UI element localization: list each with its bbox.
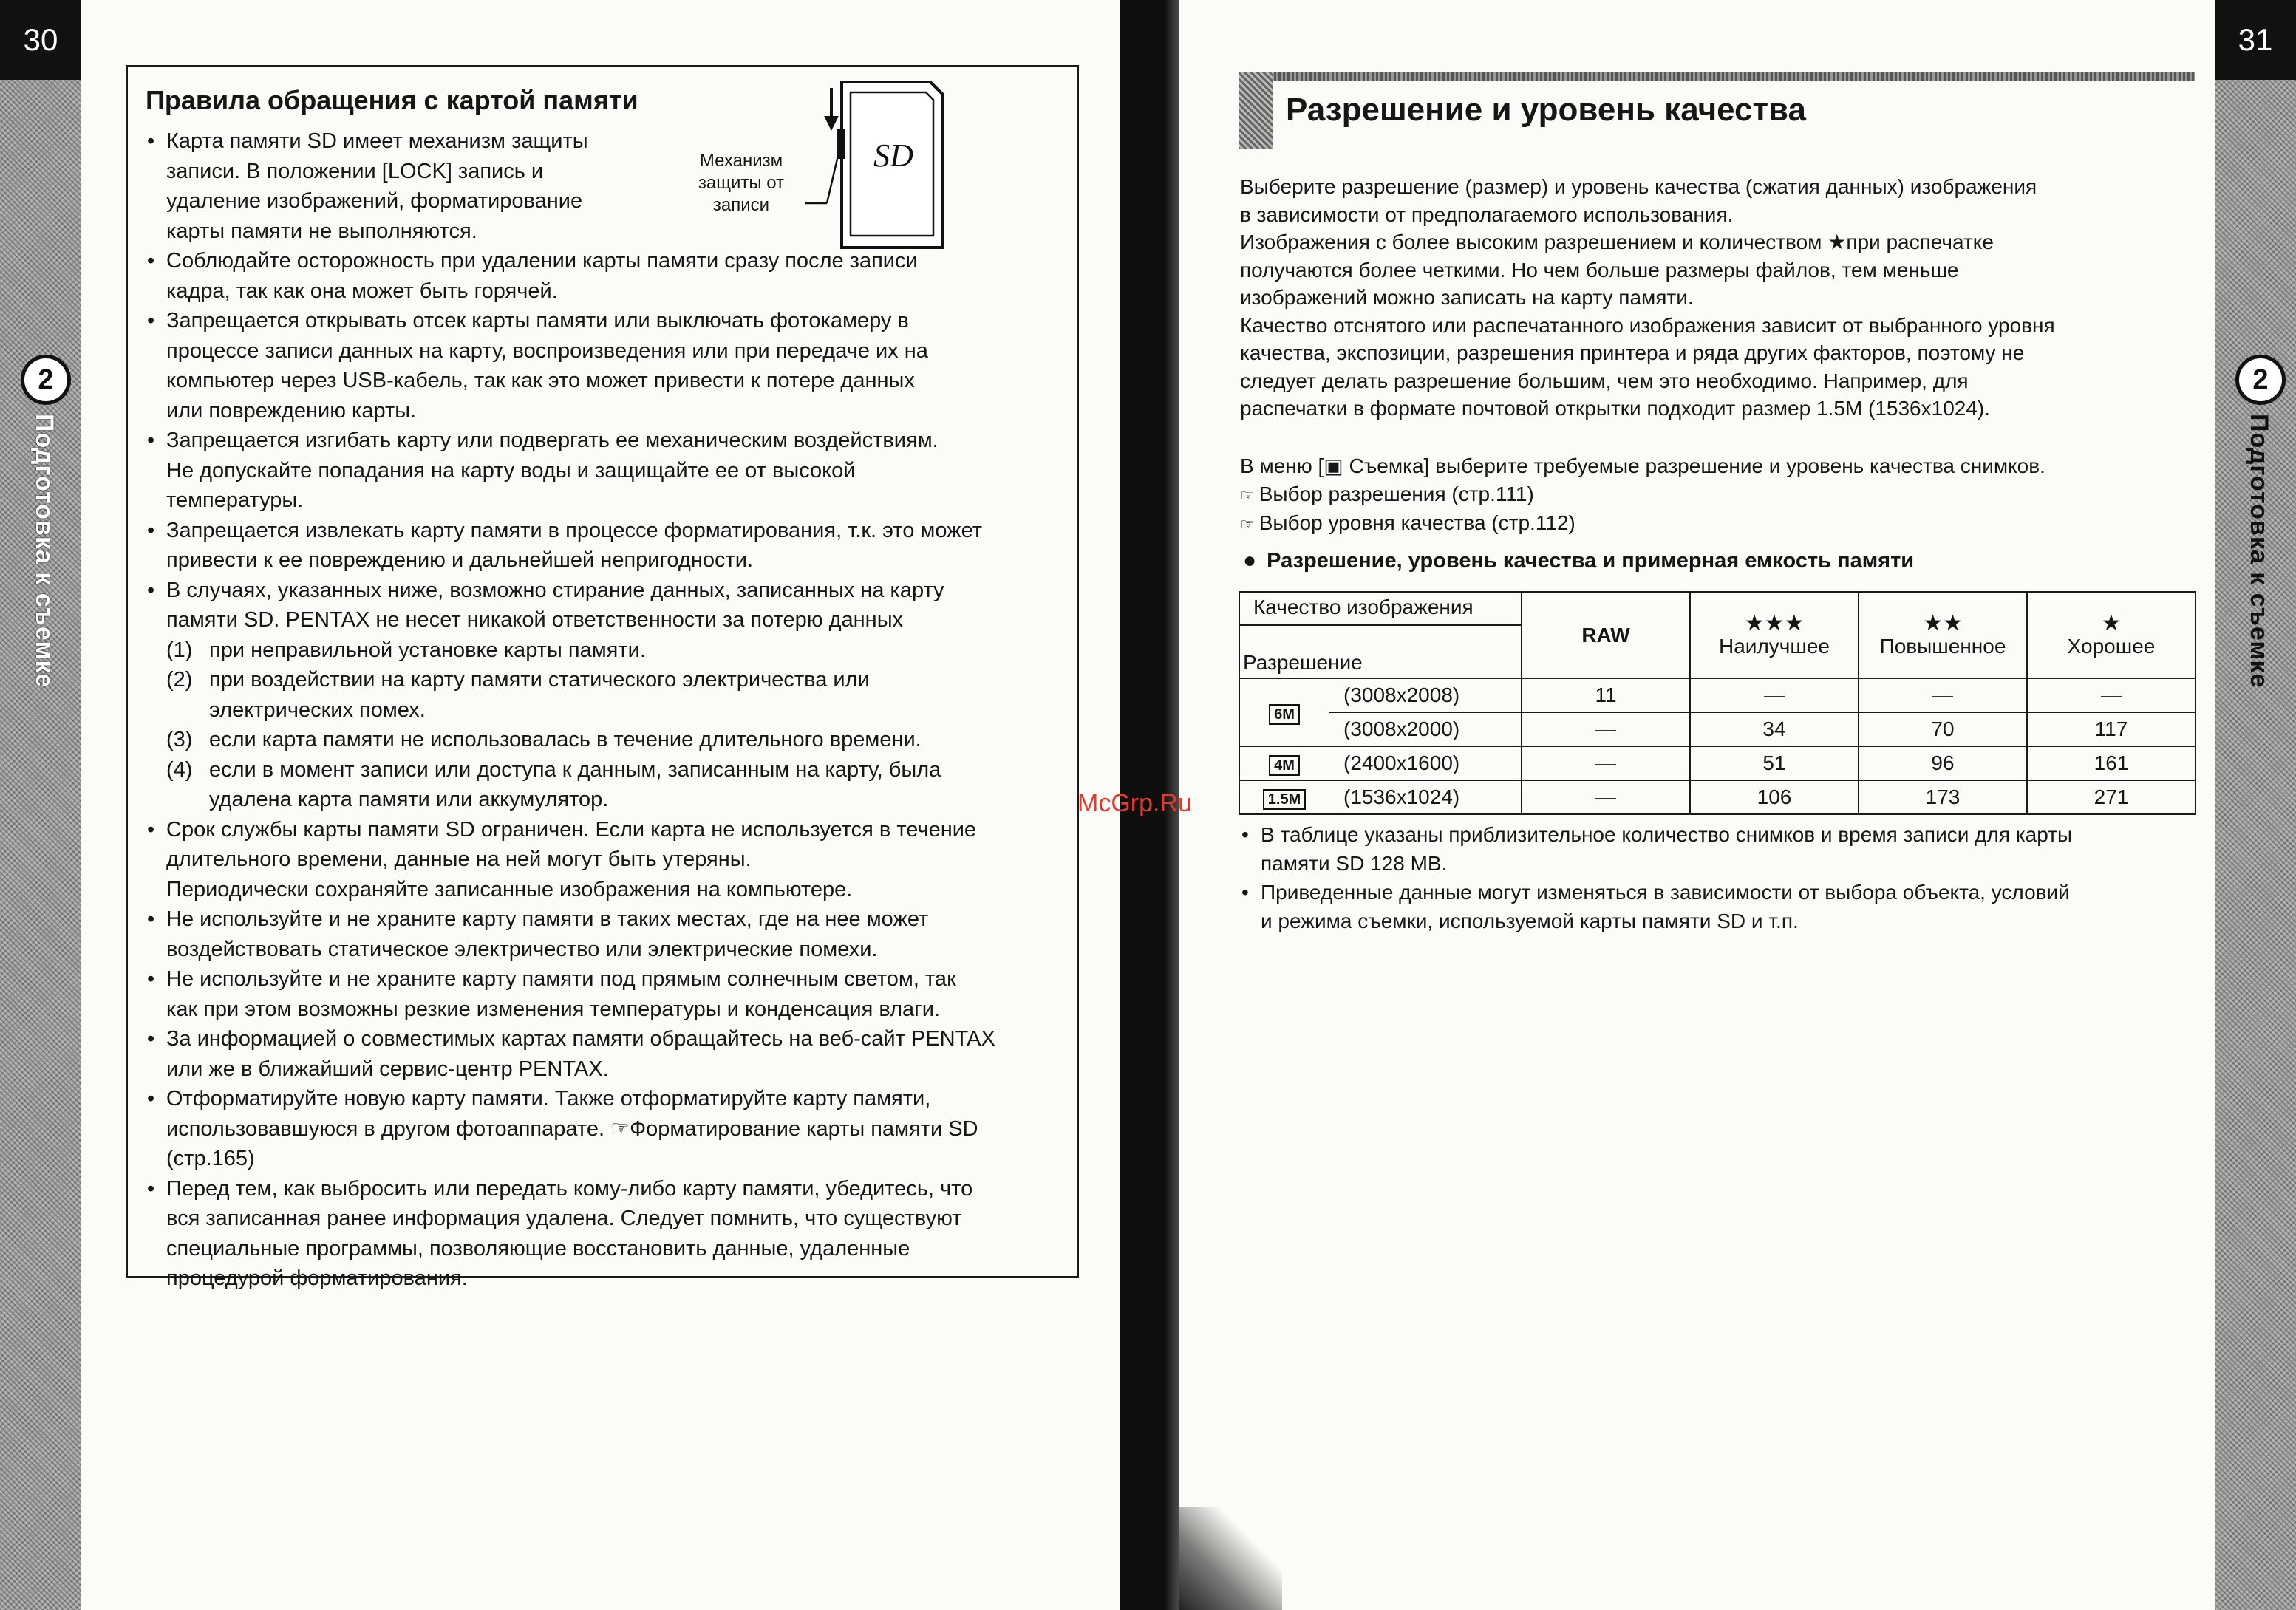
list-item: (2) при воздействии на карту памяти статического электричества или электрических помех. [166,668,870,722]
list-item: • Карта памяти SD имеет механизм защиты записи. В положении [LOCK] запись и удаление изображений, форматирование карты памяти не выполняются. [146,126,647,246]
left-edge-strip [0,0,81,1610]
resolution-4m-icon: 4M [1269,755,1300,776]
left-page [0,0,1120,1610]
list-item: • Приведенные данные могут изменяться в зависимости от выбора объекта, условий и режима съемки, используемой карты памяти SD и т.п. [1240,878,2201,935]
resolution-icon-cell [1239,678,1329,746]
list-item: • За информацией о совместимых картах памяти обращайтесь на веб-сайт PENTAX или же в ближайший сервис-центр PENTAX. [146,1024,1056,1084]
list-item: • Срок службы карты памяти SD ограничен. Если карта не используется в течение длительного времени, данные на ней могут быть утеряны. Периодически сохраняйте записанные изображения на компьютере. [146,815,1056,905]
table-heading: ● Разрешение, уровень качества и примерная емкость памяти [1243,548,1915,573]
table-row: 6M (3008x2008) 11 — — — [1239,678,2195,712]
watermark: McGrp.Ru [1077,789,1192,817]
menu-line: В меню [▣ Съемка] выберите требуемые разрешение и уровень качества снимков. [1240,454,2045,477]
rules-list [146,126,1056,1294]
chapter-number-badge: 2 [21,355,71,405]
page-number-left: 30 [0,0,81,80]
capacity-table [1239,591,2196,815]
page-corner-shadow [1179,1507,1282,1610]
list-item: (3) если карта памяти не использовалась в течение длительного времени. [166,728,922,751]
reference-link[interactable]: ☞ Выбор разрешения (стр.111) [1240,482,1534,505]
list-item: • Не используйте и не храните карту памяти в таких местах, где на нее может воздействовать статическое электричество или электрические помехи. [146,904,1056,964]
resolution-icon-cell [1239,746,1329,780]
menu-instructions [1240,452,2201,539]
table-row: 1.5M (1536x1024) — 106 173 271 [1239,780,2195,814]
section-header [1239,72,2195,149]
reference-hand-icon: ☞ [1240,515,1255,533]
table-notes [1240,820,2201,935]
list-item: • Перед тем, как выбросить или передать кому-либо карту памяти, убедитесь, что вся записанная ранее информация удалена. Следует помнить, что существуют специальные программы, позволяющие восстановить данные, удаленные процедурой форматирования. [146,1174,1056,1294]
col-header-better: ★★ Повышенное [1859,592,2027,678]
reference-link[interactable]: ☞ Выбор уровня качества (стр.112) [1240,511,1575,534]
right-edge-strip [2215,0,2296,1610]
section-title: Разрешение и уровень качества [1286,92,1806,128]
chapter-tab-left [0,355,81,717]
table-row: (3008x2000) — 34 70 117 [1239,712,2195,746]
list-item: (4) если в момент записи или доступа к данным, записанным на карту, была удалена карта памяти или аккумулятор. [166,757,941,811]
table-row: 4M (2400x1600) — 51 96 161 [1239,746,2195,780]
data-loss-cases-list [166,635,1056,815]
page-number-right: 31 [2215,0,2296,80]
resolution-1-5m-icon: 1.5M [1263,789,1306,810]
list-item: • В таблице указаны приблизительное количество снимков и время записи для карты памяти SD 128 MB. [1240,820,2201,878]
list-item: • В случаях, указанных ниже, возможно стирание данных, записанных на карту памяти SD. PENTAX не несет никакой ответственности за потерю данных (1) при неправильной установке карты памяти. (2) при воздействии на карту памяти статического электричества или электрических помех. (3) если карта памяти не использовалась в течение длительного времени. (4) если в момент записи или доступа к данным, записанным на карту, была удалена карта памяти или аккумулятор. [146,576,1056,815]
chapter-title-vertical: Подготовка к съемке [2245,414,2273,689]
list-item: • Соблюдайте осторожность при удалении карты памяти сразу после записи кадра, так как она может быть горячей. [146,246,1056,306]
sd-card-icon [805,78,953,255]
table-corner-cell: Качество изображения Разрешение [1239,592,1522,678]
col-header-best: ★★★ Наилучшее [1690,592,1859,678]
list-item: • Запрещается открывать отсек карты памяти или выключать фотокамеру в процессе записи данных на карту, воспроизведения или при передаче их на компьютер через USB-кабель, так как это может привести к потере данных или повреждению карты. [146,306,1056,426]
write-protect-label: Механизм защиты от записи [698,151,785,215]
list-item: • Запрещается изгибать карту или подвергать ее механическим воздействиям. Не допускайте попадания на карту воды и защищайте ее от высокой температуры. [146,426,1056,516]
list-item: • Не используйте и не храните карту памяти под прямым солнечным светом, так как при этом возможны резкие изменения температуры и конденсация влаги. [146,964,1056,1024]
resolution-icon-cell [1239,780,1329,814]
header-marker [1239,72,1273,149]
sd-card-text: SD [873,137,913,174]
chapter-number-badge: 2 [2235,355,2286,405]
chapter-tab-right [2215,355,2296,717]
rules-title: Правила обращения с картой памяти [146,85,638,115]
resolution-6m-icon: 6M [1269,704,1300,725]
header-rule [1239,72,2195,81]
list-item: (1) при неправильной установке карты памяти. [166,638,646,662]
col-header-raw: RAW [1522,592,1690,678]
chapter-title-vertical: Подготовка к съемке [30,414,58,689]
col-header-good: ★ Хорошее [2027,592,2195,678]
list-item: • Запрещается извлекать карту памяти в процессе форматирования, т.к. это может привести к ее повреждению и дальнейшей непригодности. [146,516,1056,576]
bullet-dot-icon: ● [1243,548,1257,573]
table-header-row [1239,592,2195,678]
list-item: • Отформатируйте новую карту памяти. Также отформатируйте карту памяти, использовавшуюся в другом фотоаппарате. ☞Форматирование карты памяти SD (стр.165) [146,1084,1056,1174]
memory-card-rules-box [126,65,1079,1290]
intro-paragraph: Выберите разрешение (размер) и уровень качества (сжатия данных) изображения в зависимости от предполагаемого использования. Изображения с более высоким разрешением и количеством ★при распечатке получаются более четкими. Но чем больше размеры файлов, тем меньше изображений можно записать на карту памяти. Качество отснятого или распечатанного изображения зависит от выбранного уровня качества, экспозиции, разрешения принтера и ряда других факторов, поэтому не следует делать разрешение большим, чем это необходимо. Например, для распечатки в формате почтовой открытки подходит размер 1.5M (1536x1024). [1240,175,2055,420]
reference-hand-icon: ☞ [1240,485,1255,505]
